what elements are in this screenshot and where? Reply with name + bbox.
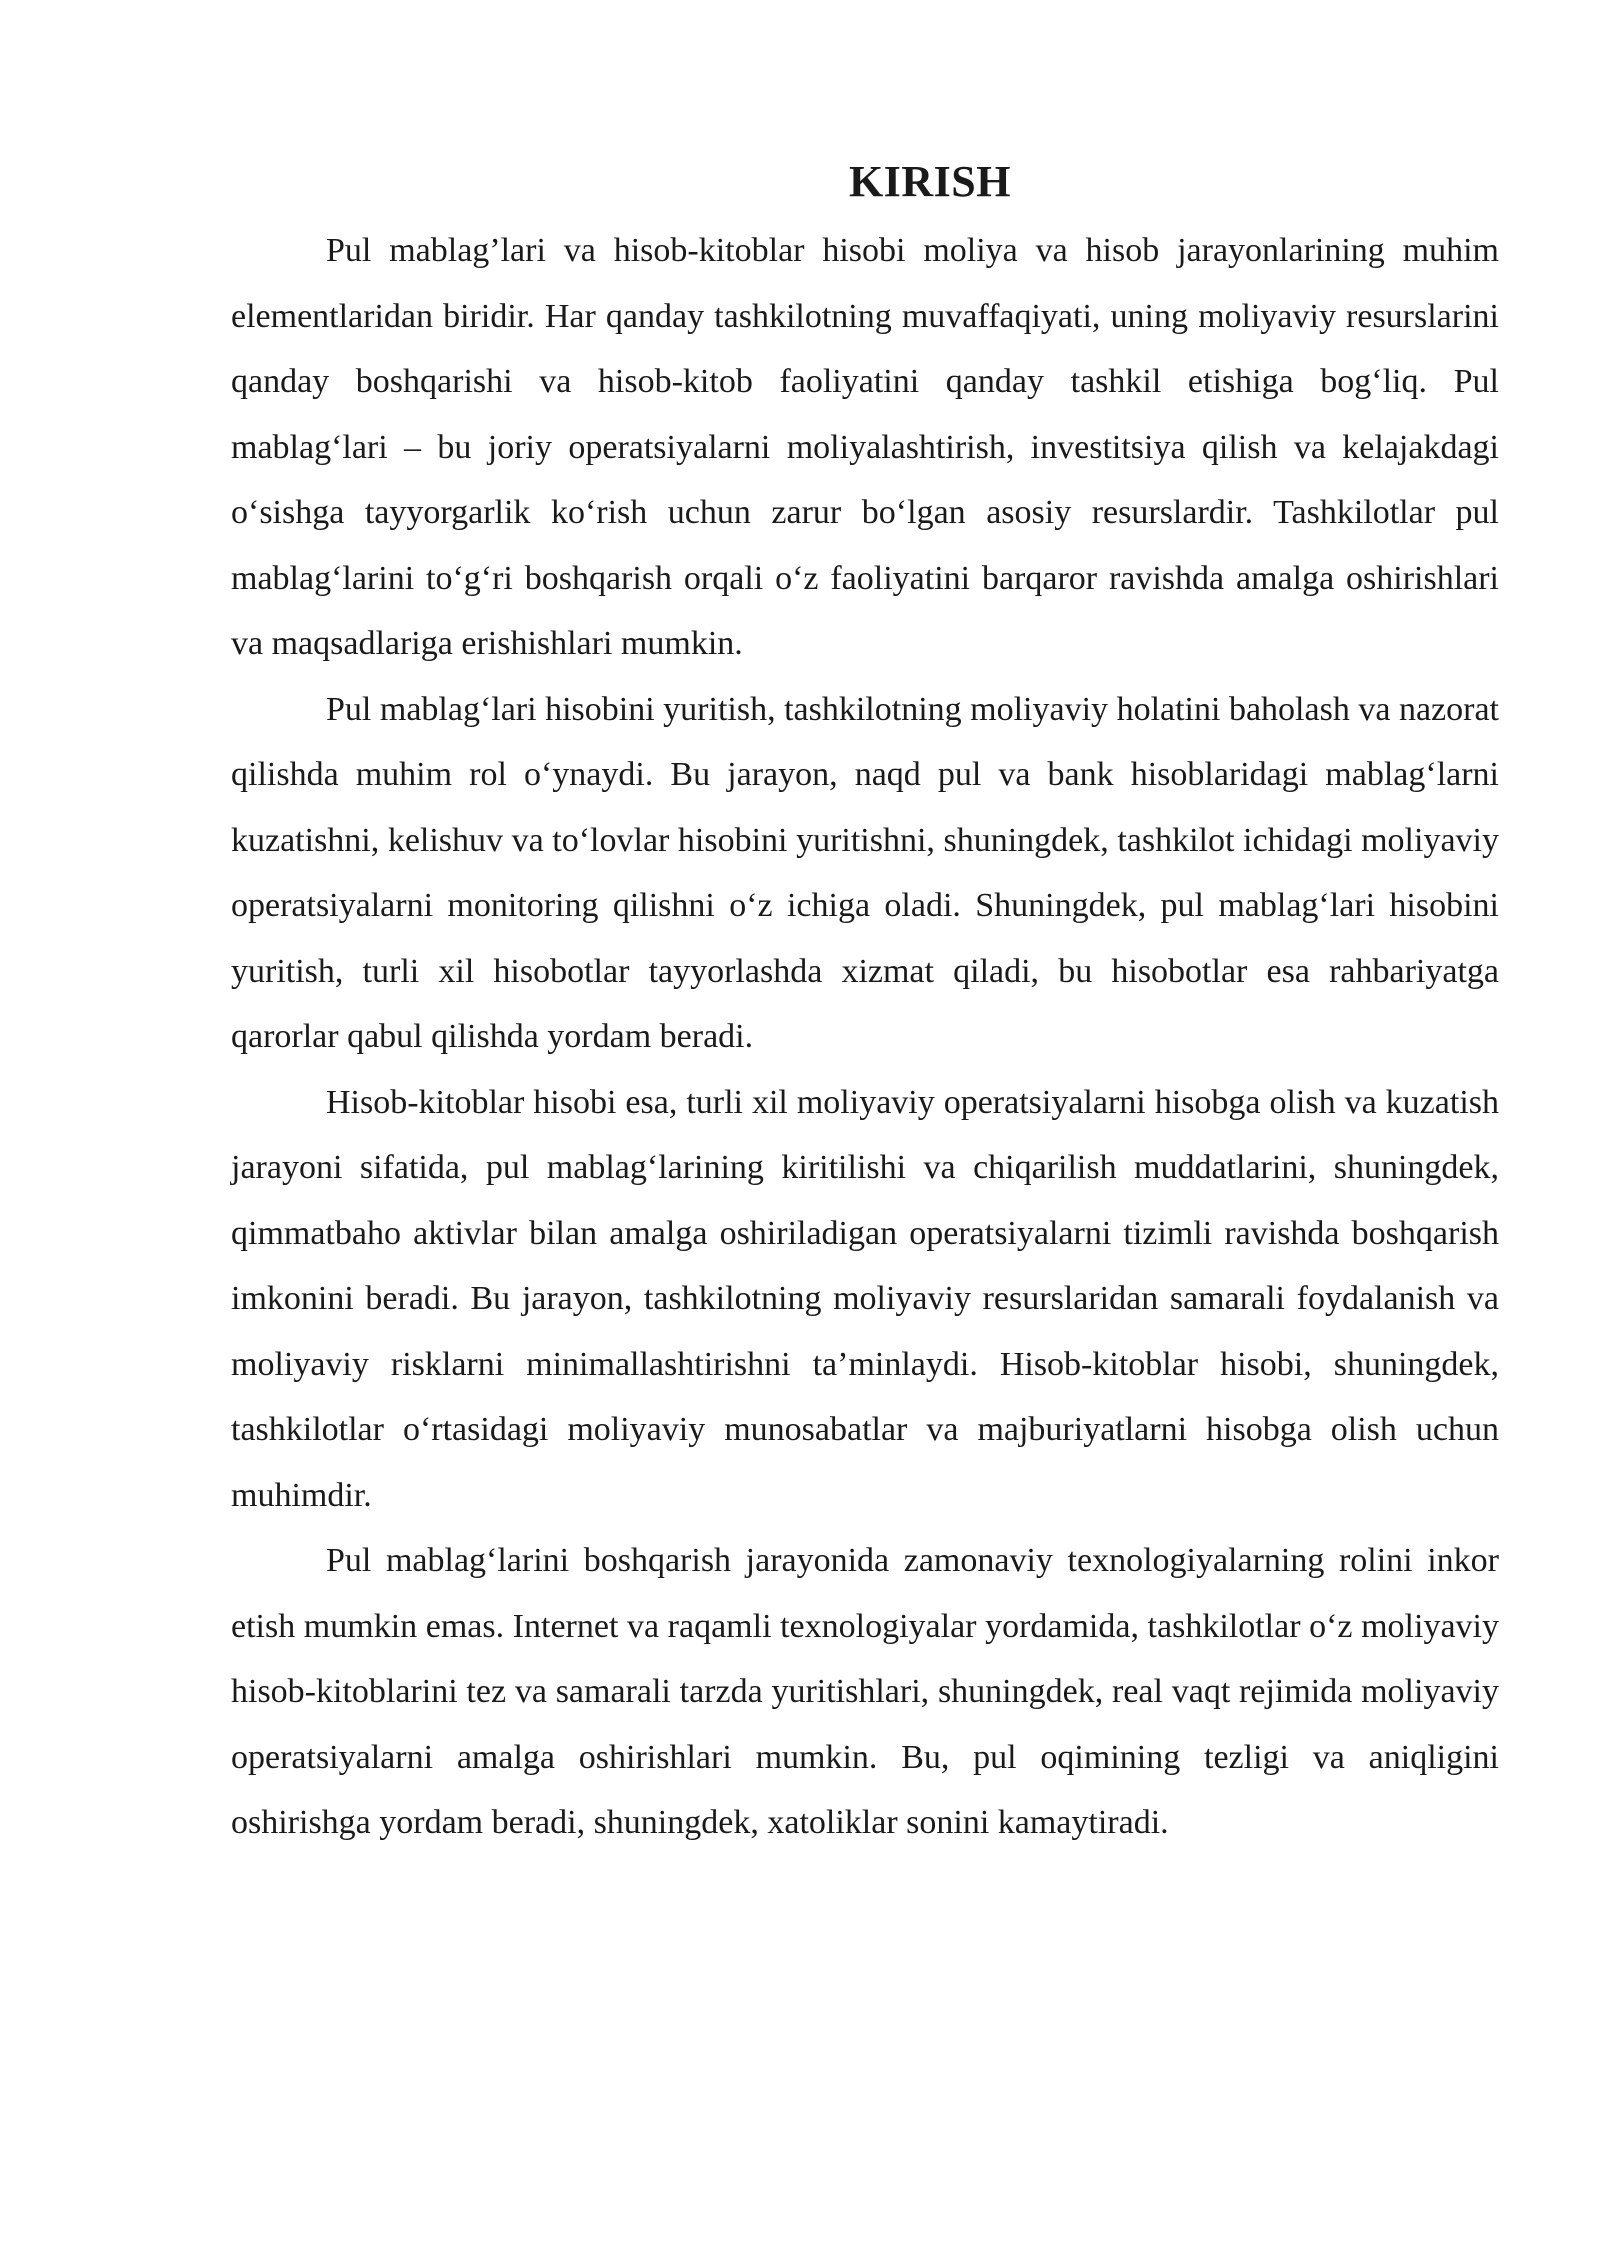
paragraph-3: Hisob-kitoblar hisobi esa, turli xil moliyaviy operatsiyalarni hisobga olish va kuzatish jarayoni sifatida, pul mablag‘larining kiritilishi va chiqarilish muddatlarini, shuningdek, qimmatbaho aktivlar bilan amalga oshiriladigan operatsiyalarni tizimli ravishda boshqarish imkonini beradi. Bu jarayon, tashkilotning moliyaviy resurslaridan samarali foydalanish va moliyaviy risklarni minimallashtirishni ta’minlaydi. Hisob-kitoblar hisobi, shuningdek, tashkilotlar o‘rtasidagi moliyaviy munosabatlar va majburiyatlarni hisobga olish uchun muhimdir. [231, 1083, 1499, 1514]
paragraph-2: Pul mablag‘lari hisobini yuritish, tashkilotning moliyaviy holatini baholash va nazorat qilishda muhim rol o‘ynaydi. Bu jarayon, naqd pul va bank hisoblaridagi mablag‘larni kuzatishni, kelishuv va to‘lovlar hisobini yuritishni, shuningdek, tashkilot ichidagi moliyaviy operatsiyalarni monitoring qilishni o‘z ichiga oladi. Shuningdek, pul mablag‘lari hisobini yuritish, turli xil hisobotlar tayyorlashda xizmat qiladi, bu hisobotlar esa rahbariyatga qarorlar qabul qilishda yordam beradi. [231, 690, 1499, 1055]
paragraph-4: Pul mablag‘larini boshqarish jarayonida zamonaviy texnologiyalarning rolini inkor etish mumkin emas. Internet va raqamli texnologiyalar yordamida, tashkilotlar o‘z moliyaviy hisob-kitoblarini tez va samarali tarzda yuritishlari, shuningdek, real vaqt rejimida moliyaviy operatsiyalarni amalga oshirishlari mumkin. Bu, pul oqimining tezligi va aniqligini oshirishga yordam beradi, shuningdek, xatoliklar sonini kamaytiradi. [231, 1542, 1499, 1841]
page-title: KIRISH [849, 157, 1011, 206]
document-body [231, 152, 1499, 1856]
paragraph-1: Pul mablag’lari va hisob-kitoblar hisobi moliya va hisob jarayonlarining muhim elementlaridan biridir. Har qanday tashkilotning muvaffaqiyati, uning moliyaviy resurslarini qanday boshqarishi va hisob-kitob faoliyatini qanday tashkil etishiga bog‘liq. Pul mablag‘lari – bu joriy operatsiyalarni moliyalashtirish, investitsiya qilish va kelajakdagi o‘sishga tayyorgarlik ko‘rish uchun zarur bo‘lgan asosiy resurslardir. Tashkilotlar pul mablag‘larini to‘g‘ri boshqarish orqali o‘z faoliyatini barqaror ravishda amalga oshirishlari va maqsadlariga erishishlari mumkin. [231, 232, 1499, 662]
